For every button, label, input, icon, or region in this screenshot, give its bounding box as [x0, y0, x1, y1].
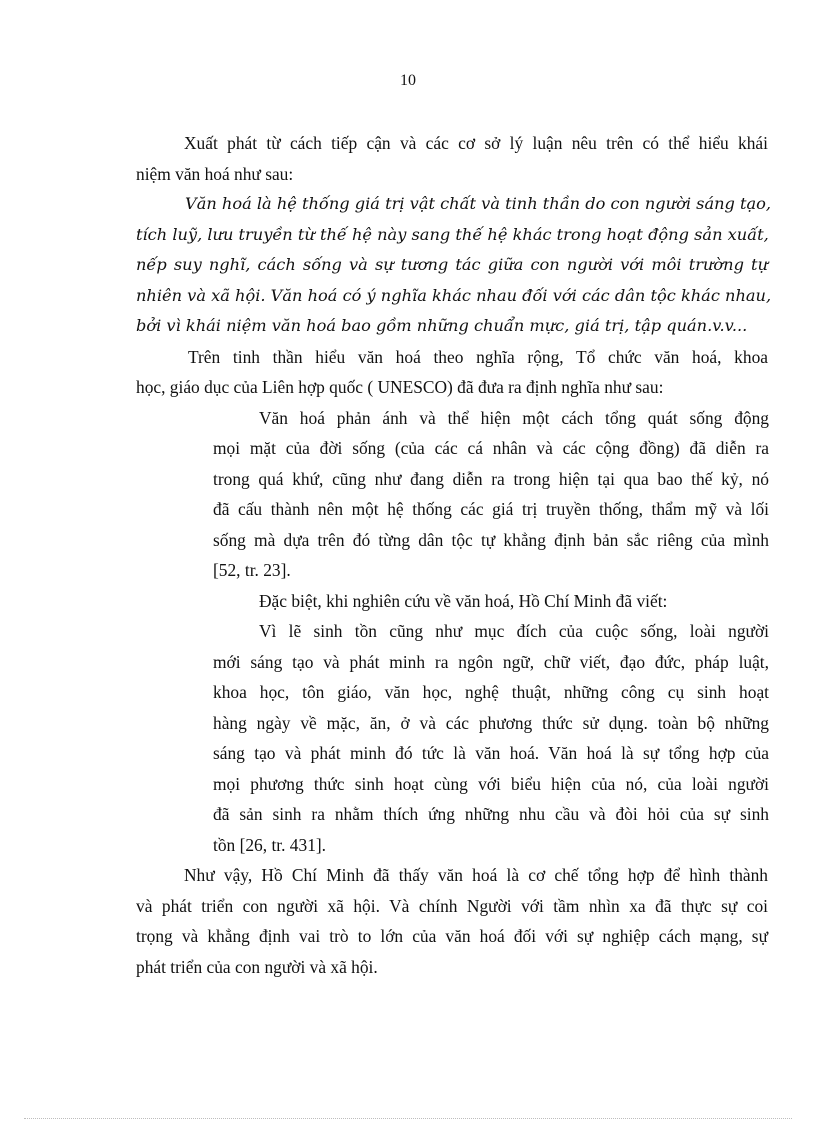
- text-line: mới sáng tạo và phát minh ra ngôn ngữ, chữ viết, đạo đức, pháp luật,: [213, 651, 769, 672]
- text-line: Đặc biệt, khi nghiên cứu về văn hoá, Hồ Chí Minh đã viết:: [259, 590, 668, 611]
- text-line: đã sản sinh ra nhằm thích ứng những nhu cầu và đòi hỏi của sự sinh: [213, 804, 769, 824]
- text-line: học, giáo dục của Liên hợp quốc ( UNESCO) đã đưa ra định nghĩa như sau:: [136, 377, 664, 397]
- paragraph-conclusion: [136, 860, 768, 982]
- document-body: [136, 128, 772, 982]
- text-line: mọi mặt của đời sống (của các cá nhân và các cộng đồng) đã diễn ra: [213, 438, 769, 458]
- text-line: sống mà dựa trên đó từng dân tộc tự khẳng định bản sắc riêng của mình: [213, 529, 769, 550]
- text-line: nếp suy nghĩ, cách sống và sự tương tác giữa con người với môi trường tự: [136, 255, 768, 274]
- paragraph-intro: [136, 128, 768, 189]
- text-line: sáng tạo và phát minh đó tức là văn hoá. Văn hoá là sự tổng hợp của: [213, 743, 769, 763]
- text-line: khoa học, tôn giáo, văn học, nghệ thuật, những công cụ sinh hoạt: [213, 682, 769, 702]
- text-line: Văn hoá phản ánh và thể hiện một cách tổng quát sống động: [259, 407, 769, 428]
- text-line: tồn [26, tr. 431].: [213, 834, 327, 855]
- text-line: niệm văn hoá như sau:: [136, 163, 294, 184]
- text-line: mọi phương thức sinh hoạt cùng với biểu hiện của nó, của loài người: [213, 773, 769, 794]
- text-line: tích luỹ, lưu truyền từ thế hệ này sang thế hệ khác trong hoạt động sản xuất,: [136, 224, 769, 244]
- page-number: 10: [400, 72, 416, 89]
- text-line: Xuất phát từ cách tiếp cận và các cơ sở lý luận nêu trên có thể hiểu khái: [184, 133, 768, 153]
- text-line: trọng và khẳng định vai trò to lớn của văn hoá đối với sự nghiệp cách mạng, sự: [136, 926, 768, 946]
- text-line: nhiên và xã hội. Văn hoá có ý nghĩa khác nhau đối với các dân tộc khác nhau,: [136, 285, 772, 305]
- paragraph-definition: [136, 189, 772, 342]
- text-line: Văn hoá là hệ thống giá trị vật chất và tinh thần do con người sáng tạo,: [185, 194, 772, 213]
- text-line: và phát triển con người xã hội. Và chính Người với tầm nhìn xa đã thực sự coi: [136, 895, 768, 916]
- text-line: Trên tinh thần hiểu văn hoá theo nghĩa rộng, Tổ chức văn hoá, khoa: [188, 346, 768, 367]
- text-line: bởi vì khái niệm văn hoá bao gồm những chuẩn mực, giá trị, tập quán.v.v...: [136, 316, 748, 335]
- text-line: trong quá khứ, cũng như đang diễn ra trong hiện tại qua bao thế kỷ, nó: [213, 468, 769, 489]
- text-line: [52, tr. 23].: [213, 560, 291, 580]
- page-bottom-divider: [24, 1118, 792, 1119]
- text-line: hàng ngày về mặc, ăn, ở và các phương thức sử dụng. toàn bộ những: [213, 712, 769, 733]
- text-line: Như vậy, Hồ Chí Minh đã thấy văn hoá là cơ chế tổng hợp để hình thành: [184, 865, 768, 885]
- text-line: Vì lẽ sinh tồn cũng như mục đích của cuộc sống, loài người: [259, 621, 769, 641]
- text-line: phát triển của con người và xã hội.: [136, 956, 378, 977]
- paragraph-unesco-intro: [136, 342, 768, 403]
- text-line: đã cấu thành nên một hệ thống các giá trị truyền thống, thẩm mỹ và lối: [213, 499, 769, 519]
- paragraph-ho-chi-minh-intro: [213, 586, 769, 617]
- blockquote-unesco: [213, 403, 769, 586]
- blockquote-ho-chi-minh: [213, 616, 769, 860]
